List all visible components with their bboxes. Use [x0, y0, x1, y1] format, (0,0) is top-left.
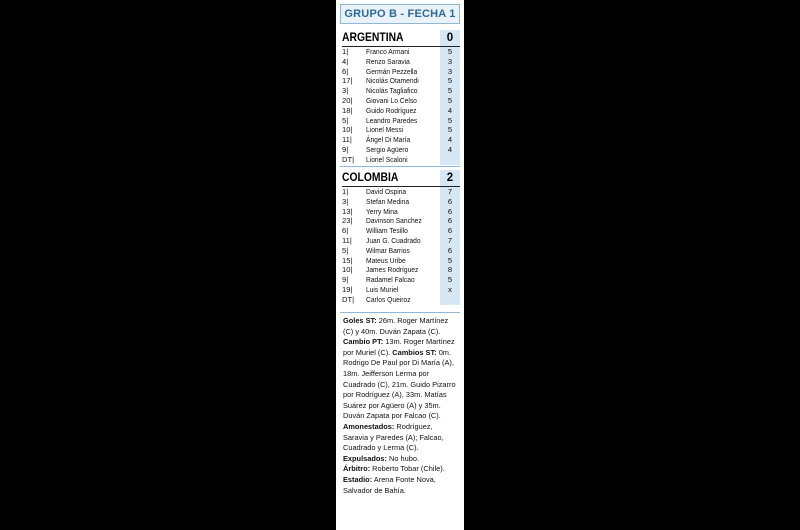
player-number: 10| — [342, 265, 353, 275]
player-name: Stefan Medina — [366, 196, 410, 206]
player-name: Nicolás Otamendi — [366, 76, 419, 86]
player-name: Mateus Uribe — [366, 255, 406, 265]
player-row — [342, 197, 460, 207]
player-rating: 5 — [440, 76, 460, 86]
player-rating: 5 — [440, 86, 460, 96]
player-number: 1| — [342, 47, 349, 56]
player-row — [342, 67, 460, 77]
player-number: 15| — [342, 255, 353, 265]
player-number: 13| — [342, 206, 353, 216]
expulsados-label: Expulsados: — [343, 453, 387, 463]
divider — [340, 166, 460, 167]
estadio-label: Estadio: — [343, 474, 373, 484]
player-row — [342, 265, 460, 275]
player-rating: 8 — [440, 265, 460, 275]
player-rating: 6 — [440, 226, 460, 236]
player-row — [342, 216, 460, 226]
player-row — [342, 275, 460, 285]
player-name: Carlos Queiroz — [366, 294, 411, 304]
player-name: James Rodríguez — [366, 265, 419, 275]
player-name: William Tesillo — [366, 226, 408, 236]
arbitro-text: Roberto Tobar (Chile). — [370, 464, 445, 474]
player-rating: 7 — [440, 187, 460, 197]
player-row — [342, 256, 460, 266]
player-rating: 5 — [440, 275, 460, 285]
team-colombia — [342, 170, 460, 305]
player-row — [342, 135, 460, 145]
player-name: Leandro Paredes — [366, 115, 418, 125]
player-name: Wilmar Barrios — [366, 245, 410, 255]
team-score: 0 — [440, 30, 460, 46]
player-number: 18| — [342, 105, 353, 115]
match-card — [336, 0, 464, 530]
player-rating: 3 — [440, 67, 460, 77]
player-row — [342, 86, 460, 96]
referee-note — [343, 464, 459, 475]
player-rating: 3 — [440, 57, 460, 67]
player-row — [342, 116, 460, 126]
player-number: 9| — [342, 144, 349, 154]
player-row — [342, 295, 460, 305]
player-rating: 6 — [440, 207, 460, 217]
player-rating: 5 — [440, 125, 460, 135]
player-name: Franco Armani — [366, 47, 410, 56]
team-name: COLOMBIA — [342, 172, 399, 184]
player-row — [342, 246, 460, 256]
cambios-st-label: Cambios ST: — [392, 347, 437, 357]
player-rating: 5 — [440, 47, 460, 57]
player-number: 3| — [342, 86, 349, 96]
cambios-st-text: 0m. Rodrigo De Paul por Di María (A), 18m. Jeifferson Lerma por Cuadrado (C), 21m. Guido Pizarro por Rodríguez (A), 33m. Matías Suárez por Agüero (A) y 35m. Duván Zapata por Falcao (C). — [343, 347, 456, 421]
player-number: 3| — [342, 196, 349, 206]
player-name: Lionel Scaloni — [366, 154, 408, 164]
estadio-text: Arena Fonte Nova, Salvador de Bahía. — [343, 474, 436, 495]
match-notes — [343, 316, 459, 496]
amonestados-text: Rodríguez, Saravia y Paredes (A); Falcao, Cuadrado y Lerma (C). — [343, 421, 444, 453]
player-list — [342, 187, 460, 305]
player-number: DT| — [342, 294, 355, 304]
player-row — [342, 125, 460, 135]
team-name: ARGENTINA — [342, 32, 404, 44]
team-header — [342, 170, 460, 187]
player-rating: 5 — [440, 256, 460, 266]
goals-text: 26m. Roger Martínez (C) y 40m. Duván Zapata (C). — [343, 316, 449, 336]
player-row — [342, 285, 460, 295]
player-number: 11| — [342, 135, 352, 145]
player-name: Juan G. Cuadrado — [366, 235, 421, 245]
player-number: 10| — [342, 125, 353, 135]
team-score: 2 — [440, 170, 460, 186]
player-list — [342, 47, 460, 165]
player-number: DT| — [342, 154, 355, 164]
arbitro-label: Árbitro: — [343, 464, 371, 474]
player-name: David Ospina — [366, 187, 407, 196]
player-name: Guido Rodríguez — [366, 105, 417, 115]
player-number: 5| — [342, 115, 349, 125]
player-rating: 7 — [440, 236, 460, 246]
player-number: 6| — [342, 66, 349, 76]
player-number: 20| — [342, 95, 353, 105]
player-number: 9| — [342, 275, 349, 285]
player-row — [342, 106, 460, 116]
player-row — [342, 47, 460, 57]
player-name: Germán Pezzella — [366, 66, 418, 76]
expulsados-text: No hubo. — [386, 453, 420, 463]
player-name: Luis Muriel — [366, 284, 399, 294]
player-rating: 6 — [440, 246, 460, 256]
player-rating — [440, 155, 460, 165]
cambio-pt-text: 13m. Roger Martínez por Muriel (C). — [343, 337, 455, 357]
player-row — [342, 96, 460, 106]
player-rating: 4 — [440, 145, 460, 155]
player-name: Giovani Lo Celso — [366, 95, 417, 105]
player-number: 6| — [342, 226, 349, 236]
player-rating: 4 — [440, 135, 460, 145]
player-rating: 4 — [440, 106, 460, 116]
player-name: Yerry Mina — [366, 206, 398, 216]
player-rating: 5 — [440, 116, 460, 126]
player-row — [342, 145, 460, 155]
player-row — [342, 226, 460, 236]
player-number: 5| — [342, 245, 349, 255]
amonestados-label: Amonestados: — [343, 421, 395, 431]
player-name: Davinson Sanchez — [366, 216, 422, 226]
player-rating: 6 — [440, 197, 460, 207]
player-number: 11| — [342, 235, 352, 245]
team-header — [342, 30, 460, 47]
cards-note — [343, 422, 459, 464]
player-row — [342, 207, 460, 217]
player-row — [342, 236, 460, 246]
player-number: 19| — [342, 284, 353, 294]
player-number: 4| — [342, 56, 349, 66]
player-rating: 6 — [440, 216, 460, 226]
player-row — [342, 155, 460, 165]
stadium-note — [343, 475, 459, 496]
player-row — [342, 76, 460, 86]
player-name: Renzo Saravia — [366, 56, 410, 66]
player-rating: 5 — [440, 96, 460, 106]
player-number: 1| — [342, 187, 349, 196]
goals-label: Goles ST: — [343, 316, 377, 325]
player-row — [342, 57, 460, 67]
player-rating — [440, 295, 460, 305]
divider — [340, 312, 460, 313]
player-name: Nicolás Tagliafico — [366, 86, 418, 96]
goals-note — [343, 316, 459, 337]
player-name: Lionel Messi — [366, 125, 404, 135]
team-argentina — [342, 30, 460, 165]
card-title: GRUPO B - FECHA 1 — [340, 4, 460, 24]
player-row — [342, 187, 460, 197]
substitutions-note — [343, 337, 459, 422]
player-name: Sergio Agüero — [366, 144, 409, 154]
player-name: Radamel Falcao — [366, 275, 415, 285]
player-number: 23| — [342, 216, 353, 226]
player-number: 17| — [342, 76, 353, 86]
cambio-pt-label: Cambio PT: — [343, 337, 384, 347]
player-rating: x — [440, 285, 460, 295]
player-name: Ángel Di María — [366, 135, 411, 145]
